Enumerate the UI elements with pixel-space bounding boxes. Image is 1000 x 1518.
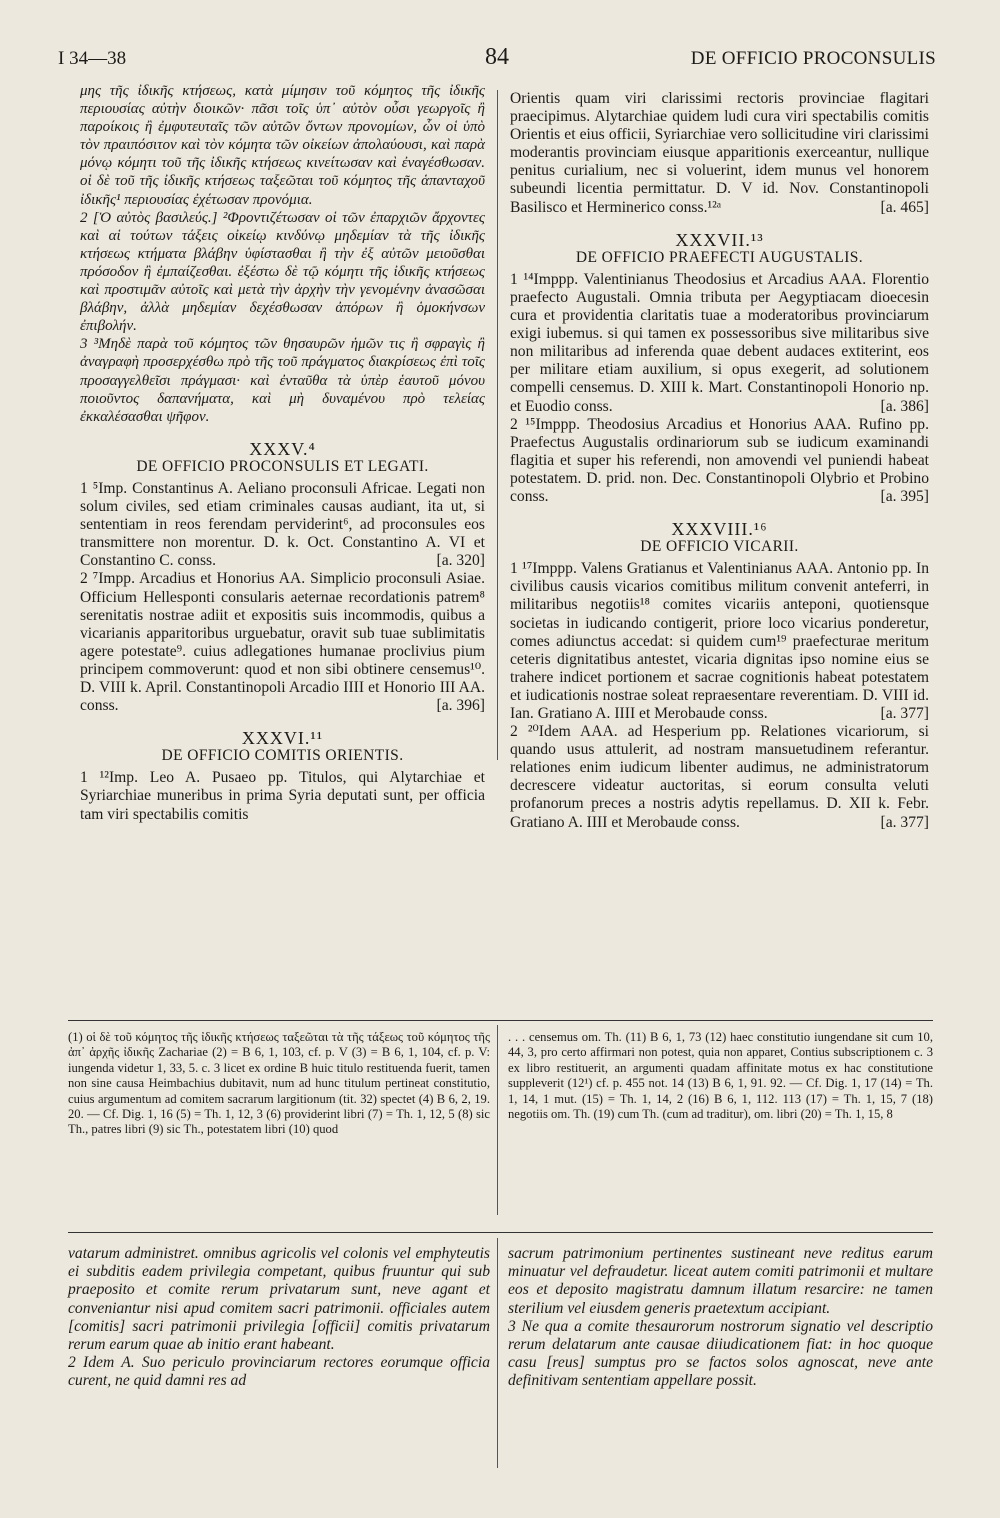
section-number-37: XXXVII.¹³ — [675, 229, 764, 250]
translation-paragraph: sacrum patrimonium pertinentes sustineant neve reditus earum minuatur vel defraudetur. liceat autem comiti patrimonii et multare eos et deposito magistratu damnum illatum resarcire: ne tamen sterilium vel eiusdem generis praetextum accipiant. — [508, 1245, 933, 1317]
law-date: [a. 396] — [436, 697, 485, 715]
translation-left — [68, 1245, 490, 1391]
law-paragraph: 1 ⁵Imp. Constantinus A. Aeliano proconsuli Africae. Legati non solum civiles, sed etiam criminales causas audiant, ita ut, si sententiam in reos ferendam perviderint⁶, ad proconsules eos transmittere non morentur. D. k. Oct. Constantino A. VI et Constantino C. conss. [a. 320] — [80, 479, 485, 570]
law-date: [a. 465] — [880, 198, 929, 216]
footnotes-right: . . . censemus om. Th. (11) B 6, 1, 73 (12) haec constitutio iungendane sit cum 10, 44, 3, pro certo affirmari non potest, quia non apparet, Contius subscriptionem c. 3 ex libro restituerit, an argumenti quadam affinitate motus ex hac constitutione suppleverit (12¹) cf. p. 455 not. 14 (13) B 6, 1, 91. 92. — Cf. Dig. 1, 17 (14) = Th. 1, 14, 1 mut. (15) = Th. 1, 14, 2 (16) B 6, 1, 112. 113 (17) = Th. 1, 15, 7 (18) negotiis om. Th. (19) cum Th. (cum ad traditur), om. libri (20) = Th. 1, 15, 8 — [508, 1030, 933, 1122]
translation-rule — [68, 1232, 933, 1233]
section-title-38: DE OFFICIO VICARII. — [640, 538, 799, 556]
law-date: [a. 377] — [880, 813, 929, 831]
law-paragraph: 2 ¹⁵Imppp. Theodosius Arcadius et Honorius AAA. Rufino pp. Praefectus Augustalis ordinariorum sub se iudicum examinandi flagitia et super his referendi, non amovendi vel puniendi habeat potestatem. D. prid. non. Dec. Constantinopoli Olybrio et Probino conss. [a. 395] — [510, 415, 929, 505]
page-number: 84 — [485, 44, 509, 70]
law-date: [a. 320] — [436, 552, 485, 570]
law-paragraph: Orientis quam viri clarissimi rectoris provinciae flagitari praecipimus. Alytarchiae quidem ludi cura viri spectabilis comitis Orientis et eius officii, Syriarchiae vero sollicitudine viri clarissimi moderantis provinciam eiusque apparitionis exerceantur, nullique penitus curialium, nec si voluerint, idem munus vel honorem subeundi licentia permittatur. D. V id. Nov. Constantinopoli Basilisco et Herminerico conss.¹²ᵃ [a. 465] — [510, 90, 929, 216]
law-paragraph: 2 ²⁰Idem AAA. ad Hesperium pp. Relationes vicariorum, si quando usus attulerit, ad nostram mansuetudinem referantur. relationes enim iudicum libenter audimus, ne administratorum decrescere videatur auctoritas, si eorum consulta veluti profanorum preces a nostris adytis repellamus. D. XII k. Febr. Gratiano A. IIII et Merobaude conss. [a. 377] — [510, 723, 929, 831]
greek-paragraph: 2 [Ὁ αὐτὸς βασιλεύς.] ²Φροντιζέτωσαν οἱ τῶν ἐπαρχιῶν ἄρχοντες καὶ αἱ τούτων τάξεις οἰκείῳ κινδύνῳ μηδεμίαν τὰ τῆς ἰδικῆς κτήσεως κτήματα βλάβην ὑφίστασθαι ἢ τὴν ἐξ αὐτῶν μειοῦσθαι πρόσοδον ἢ ἐμπαίζεσθαι. ἐξέστω δὲ τῷ κόμητι τῆς ἰδικῆς κτήσεως καὶ προστιμᾶν αὐτοῖς καὶ μετὰ τὴν ἀρχὴν τὴν γενομένην ἀνασῶσαι βλάβην, ἀλλὰ μηδεμίαν δεχέσθωσαν ἀπόρων ἢ ὁμοκήνσων ἐπιβολήν. — [80, 209, 485, 335]
section-title-37: DE OFFICIO PRAEFECTI AUGUSTALIS. — [575, 248, 864, 266]
section-number-38: XXXVIII.¹⁶ — [671, 519, 768, 540]
section-number-36: XXXVI.¹¹ — [241, 728, 324, 749]
law-paragraph: 1 ¹⁴Imppp. Valentinianus Theodosius et Arcadius AAA. Florentio praefecto Augustali. Omnia tributa per Aegyptiacam dioecesin cura et providentia claritatis tuae a moderatoribus provinciarum exigi iubemus. si qui tamen ex possessoribus sive militaribus sive non militaribus ad inferenda quae debent audaces extiterint, eos per militare etiam auxilium, si opus exegerit, ad solutionem compelli censemus. D. XIII k. Mart. Constantinopoli Honorio np. et Euodio conss. [a. 386] — [510, 270, 929, 415]
law-date: [a. 377] — [880, 705, 929, 722]
law-date: [a. 386] — [880, 397, 929, 415]
translation-divider — [497, 1238, 498, 1468]
law-paragraph: 1 ¹²Imp. Leo A. Pusaeo pp. Titulos, qui Alytarchiae et Syriarchiae muneribus in prima Syria deputati sunt, per officia tam viri spectabilis comitis — [80, 769, 485, 823]
header-section-ref: I 34—38 — [58, 48, 127, 69]
column-divider — [497, 90, 498, 760]
law-date: [a. 395] — [880, 487, 929, 505]
translation-right — [508, 1245, 933, 1391]
law-paragraph: 1 ¹⁷Imppp. Valens Gratianus et Valentinianus AAA. Antonio pp. In civilibus causis vicarios comitibus militum convenit anteferri, in militaribus negotiis¹⁸ comites vicariis anteponi, quotiensque societas in iudicando contigerit, priore loco vicarius ponderetur, comes adiunctus accedat: si quidem cum¹⁹ praefecturae meritum ceteris dignitatibus antestet, vicaria dignitas ipso nomine eius se trahere indicet portionem et sacrae cognitionis habeat potestatem et iudicationis nostrae soleat repraesentare reverentiam. D. VIII id. Ian. Gratiano A. IIII et Merobaude conss. [a. 377] — [510, 560, 929, 722]
greek-paragraph: μης τῆς ἰδικῆς κτήσεως, κατὰ μίμησιν τοῦ κόμητος τῆς ἰδικῆς περιουσίας αὐτὴν διοικῶν· πᾶσι τοῖς ὑπ᾽ αὐτὸν οὖσι γεωργοῖς ἢ παροίκοις ἢ ἐμφυτευταῖς τῶν αὐτῶν ὄντων προνομίων, ὧν οἱ ὑπὸ τὸν πραιπόσιτον καὶ τὸν κόμητα τῶν οἰκείων ἀπολαύουσι, καὶ παρὰ μόνῳ κόμητι τοῦ τῆς ἰδικῆς κτήσεως κινείτωσαν καὶ ἐναγέσθωσαν. οἱ δὲ τοῦ τῆς ἰδικῆς κτήσεως ταξεῶται τοῦ κόμητος τῆς ἁπανταχοῦ ἰδικῆς¹ περιουσίας ἐχέτωσαν προνόμια. — [80, 83, 485, 208]
section-title-35: DE OFFICIO PROCONSULIS ET LEGATI. — [136, 457, 429, 475]
right-column-main — [510, 90, 929, 831]
notes-divider — [497, 1025, 498, 1215]
running-header — [58, 44, 936, 78]
translation-paragraph: vatarum administret. omnibus agricolis vel colonis vel emphyteutis ei subditis eadem privilegia competant, quibus fruuntur qui sub praeposito et comite rerum privatarum sunt, neve agant et conveniantur nisi apud comitem sacri patrimonii. officiales autem [comitis] sacri patrimonii privilegia [officii] comitis privatarum rerum earum quae ab initio erant habeant. — [68, 1245, 490, 1354]
left-column-main — [80, 82, 485, 823]
footnote-rule — [68, 1020, 933, 1021]
section-number-35: XXXV.⁴ — [249, 438, 316, 459]
translation-paragraph: 3 Ne qua a comite thesaurorum nostrorum signatio vel descriptio rerum delatarum ante causae diiudicationem fiat: in hoc quoque casu [reus] sumptus pro se factos solos agnoscat, neve ante definitivam sententiam appellare possit. — [508, 1317, 933, 1390]
section-title-36: DE OFFICIO COMITIS ORIENTIS. — [161, 747, 404, 765]
header-title: DE OFFICIO PROCONSULIS — [690, 48, 936, 69]
greek-paragraph: 3 ³Μηδὲ παρὰ τοῦ κόμητος τῶν θησαυρῶν ἡμῶν τις ἢ σφραγὶς ἢ ἀναγραφὴ προσερχέσθω πρὸ τῆς τοῦ πράγματος διακρίσεως ἐπὶ τοῖς προσαγγελθεῖσι πράγμασι· καὶ ἐνταῦθα τὰ ὑπὲρ ἑαυτοῦ μόνου ποιοῦντος δαπανήματα, καὶ μὴ δυναμένου πρὸ τελείας ἐκκαλέσασθαι ψῆφον. — [80, 336, 485, 425]
footnotes-left: (1) οἱ δὲ τοῦ κόμητος τῆς ἰδικῆς κτήσεως ταξεῶται τὰ τῆς τάξεως τοῦ κόμητος τῆς ἀπ᾽ ἀρχῆς ἰδικῆς Zachariae (2) = B 6, 1, 103, cf. p. V (3) = B 6, 1, 104, cf. p. V: iungenda videtur 1, 33, 5. c. 3 licet ex ordine B huic titulo restituenda fuerit, tamen non sine causa Heimbachius dubitavit, num ad hunc titulum pertineat constitutio, cuius argumentum ad comitem sacrarum largitionum (tit. 32) spectet (4) B 6, 2, 19. 20. — Cf. Dig. 1, 16 (5) = Th. 1, 12, 3 (6) providerint libri (7) = Th. 1, 12, 5 (8) sic Th., patres libri (9) sic Th., potestatem libri (10) quod — [68, 1030, 490, 1137]
translation-paragraph: 2 Idem A. Suo periculo provinciarum rectores eorumque officia curent, ne quid damni res ad — [68, 1354, 490, 1390]
law-paragraph: 2 ⁷Impp. Arcadius et Honorius AA. Simplicio proconsuli Asiae. Officium Hellesponti consularis aeternae recordationis patrem⁸ serenitatis nostrae adiit et expositis suis incommodis, quibus a vicarianis apparitoribus urguebatur, oravit sub tuae sublimitatis agere potestate⁹. cuius adlegationes humanae proclivius pium principem commoverunt: quod et non sibi obtinere censemus¹⁰. D. VIII k. April. Constantinopoli Arcadio IIII et Honorio III AA. conss. [a. 396] — [80, 570, 485, 715]
